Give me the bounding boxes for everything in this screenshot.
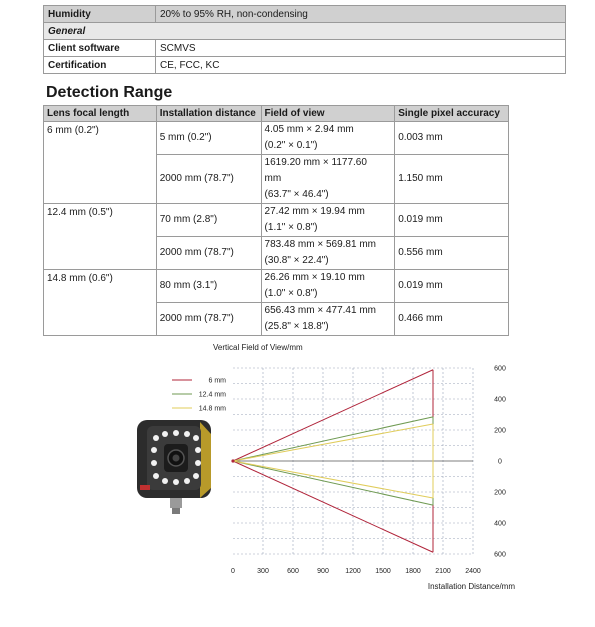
distance-cell: 2000 mm (78.7"): [156, 303, 261, 336]
header-distance: Installation distance: [156, 106, 261, 122]
fov-line: (25.8" × 18.8"): [264, 321, 329, 332]
y-tick-label: 600: [494, 365, 506, 373]
spec-key: Client software: [44, 40, 156, 57]
accuracy-cell: 0.556 mm: [395, 237, 509, 270]
section-label: General: [44, 23, 566, 40]
spec-key: Humidity: [44, 6, 156, 23]
fov-line: 26.26 mm × 19.10 mm: [264, 272, 365, 283]
fov-line: (1.0" × 0.8"): [264, 288, 318, 299]
spec-key: Certification: [44, 57, 156, 74]
y-axis-label: Vertical Field of View/mm: [213, 343, 303, 352]
x-tick-label: 300: [257, 568, 269, 575]
y-tick-label: 200: [494, 489, 506, 497]
lens-cell: 14.8 mm (0.6"): [44, 270, 157, 336]
accuracy-cell: 0.003 mm: [395, 122, 509, 155]
spec-row: [44, 23, 566, 40]
fov-cell: [261, 204, 395, 237]
table-row: [44, 122, 509, 155]
fov-line: (63.7" × 46.4"): [264, 189, 329, 200]
header-accuracy: Single pixel accuracy: [395, 106, 509, 122]
fov-line: (1.1" × 0.8"): [264, 222, 318, 233]
spec-row: [44, 40, 566, 57]
fov-line: 27.42 mm × 19.94 mm: [264, 206, 365, 217]
header-fov: Field of view: [261, 106, 395, 122]
fov-cell: [261, 155, 395, 204]
y-tick-label: 400: [494, 396, 506, 404]
table-row: [44, 204, 509, 237]
accuracy-cell: 1.150 mm: [395, 155, 509, 204]
spec-value: SCMVS: [156, 40, 566, 57]
camera-image: [137, 420, 211, 514]
header-lens: Lens focal length: [44, 106, 157, 122]
distance-cell: 2000 mm (78.7"): [156, 237, 261, 270]
spec-row: [44, 6, 566, 23]
fov-line: 783.48 mm × 569.81 mm: [264, 239, 376, 250]
detection-range-table: [43, 105, 509, 336]
chart-grid: [233, 368, 473, 554]
spec-table: [43, 5, 566, 74]
distance-cell: 2000 mm (78.7"): [156, 155, 261, 204]
fov-line: (0.2" × 0.1"): [264, 140, 318, 151]
chart-ticks: [231, 366, 506, 576]
x-tick-label: 900: [317, 568, 329, 575]
distance-cell: 5 mm (0.2"): [156, 122, 261, 155]
spec-value: CE, FCC, KC: [156, 57, 566, 74]
distance-cell: 80 mm (3.1"): [156, 270, 261, 303]
spec-value: 20% to 95% RH, non-condensing: [156, 6, 566, 23]
x-tick-label: 0: [231, 568, 235, 575]
x-tick-label: 1200: [345, 568, 361, 575]
x-tick-label: 2400: [465, 568, 481, 575]
accuracy-cell: 0.019 mm: [395, 204, 509, 237]
legend-label: 6 mm: [208, 377, 226, 385]
x-tick-label: 2100: [435, 568, 451, 575]
x-tick-label: 600: [287, 568, 299, 575]
series-line-upper: [233, 417, 433, 461]
fov-line: mm: [264, 173, 282, 184]
fov-cell: [261, 122, 395, 155]
fov-line: 656.43 mm × 477.41 mm: [264, 305, 376, 316]
fov-cell: [261, 270, 395, 303]
legend-label: 12.4 mm: [198, 391, 226, 399]
x-tick-label: 1800: [405, 568, 421, 575]
chart-legend: [172, 378, 226, 413]
table-row: [44, 270, 509, 303]
table-header-row: [44, 106, 509, 122]
accuracy-cell: 0.466 mm: [395, 303, 509, 336]
legend-label: 14.8 mm: [198, 405, 226, 413]
fov-cell: [261, 237, 395, 270]
x-tick-label: 1500: [375, 568, 391, 575]
fov-chart: [0, 338, 595, 627]
spec-row: [44, 57, 566, 74]
fov-line: 1619.20 mm × 1177.60: [264, 157, 367, 168]
y-tick-label: 400: [494, 520, 506, 528]
fov-cell: [261, 303, 395, 336]
distance-cell: 70 mm (2.8"): [156, 204, 261, 237]
lens-cell: 12.4 mm (0.5"): [44, 204, 157, 270]
y-tick-label: 200: [494, 427, 506, 435]
fov-line: (30.8" × 22.4"): [264, 255, 329, 266]
section-heading: Detection Range: [46, 84, 173, 101]
accuracy-cell: 0.019 mm: [395, 270, 509, 303]
fov-line: 4.05 mm × 2.94 mm: [264, 124, 354, 135]
y-tick-label: 0: [498, 458, 502, 466]
origin-point: [231, 459, 234, 462]
series-line-lower: [233, 461, 433, 505]
lens-cell: 6 mm (0.2"): [44, 122, 157, 204]
y-tick-label: 600: [494, 551, 506, 559]
x-axis-label: Installation Distance/mm: [427, 582, 515, 591]
